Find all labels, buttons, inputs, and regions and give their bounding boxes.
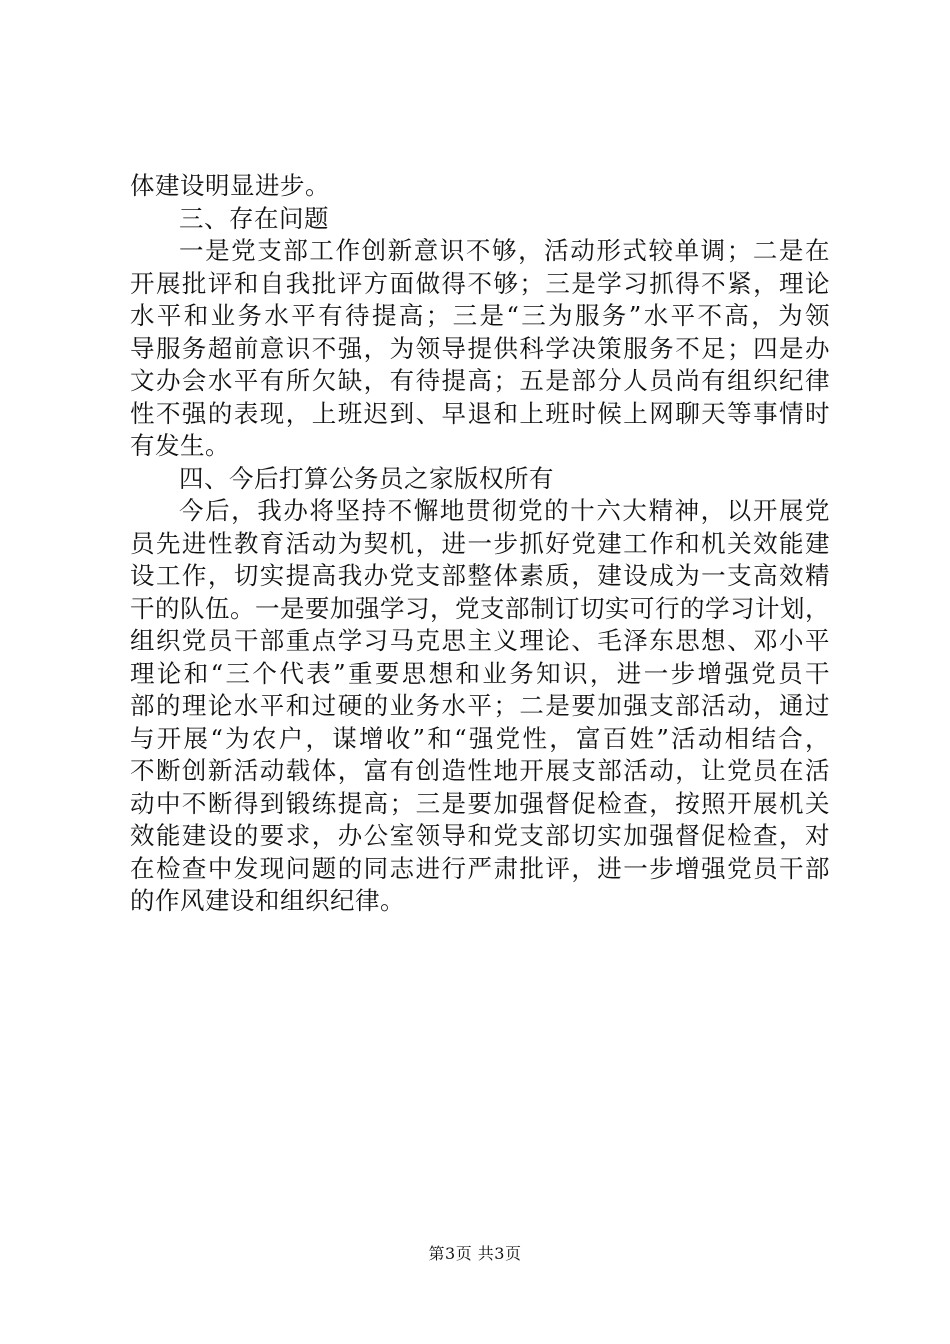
text-line: 不断创新活动载体，富有创造性地开展支部活动，让党员在活 [130,756,830,785]
text-line: 开展批评和自我批评方面做得不够；三是学习抓得不紧，理论 [130,268,830,298]
text-line: 导服务超前意识不强，为领导提供科学决策服务不足；四是办 [130,333,830,363]
text-line: 四、今后打算公务员之家版权所有 [179,463,554,493]
text-line: 的作风建设和组织纪律。 [130,886,405,915]
text-line: 部的理论水平和过硬的业务水平；二是要加强支部活动，通过 [130,691,830,720]
text-line: 与开展“为农户，谋增收”和“强党性，富百姓”活动相结合， [130,723,830,753]
document-body [130,170,830,918]
text-line: 效能建设的要求，办公室领导和党支部切实加强督促检查，对 [130,821,830,850]
text-line: 水平和业务水平有待提高；三是“三为服务”水平不高，为领 [130,301,830,330]
text-line: 文办会水平有所欠缺，有待提高；五是部分人员尚有组织纪律 [130,366,830,395]
text-line: 有发生。 [130,431,230,460]
text-line: 动中不断得到锻练提高；三是要加强督促检查，按照开展机关 [130,788,830,818]
text-line: 设工作，切实提高我办党支部整体素质，建设成为一支高效精 [130,561,830,590]
text-line: 在检查中发现问题的同志进行严肃批评，进一步增强党员干部 [130,853,830,883]
text-line: 理论和“三个代表”重要思想和业务知识，进一步增强党员干 [130,658,830,688]
text-line: 三、存在问题 [179,203,329,233]
text-line: 干的队伍。一是要加强学习，党支部制订切实可行的学习计划， [130,593,830,623]
text-line: 今后，我办将坚持不懈地贯彻党的十六大精神，以开展党 [179,496,830,525]
text-line: 体建设明显进步。 [130,171,330,200]
text-line: 员先进性教育活动为契机，进一步抓好党建工作和机关效能建 [130,528,830,558]
text-line: 性不强的表现，上班迟到、早退和上班时候上网聊天等事情时 [130,398,830,428]
text-line: 一是党支部工作创新意识不够，活动形式较单调；二是在 [179,236,830,265]
text-line: 组织党员干部重点学习马克思主义理论、毛泽东思想、邓小平 [130,626,830,655]
page-footer: 第3页 共3页 [428,1244,522,1263]
